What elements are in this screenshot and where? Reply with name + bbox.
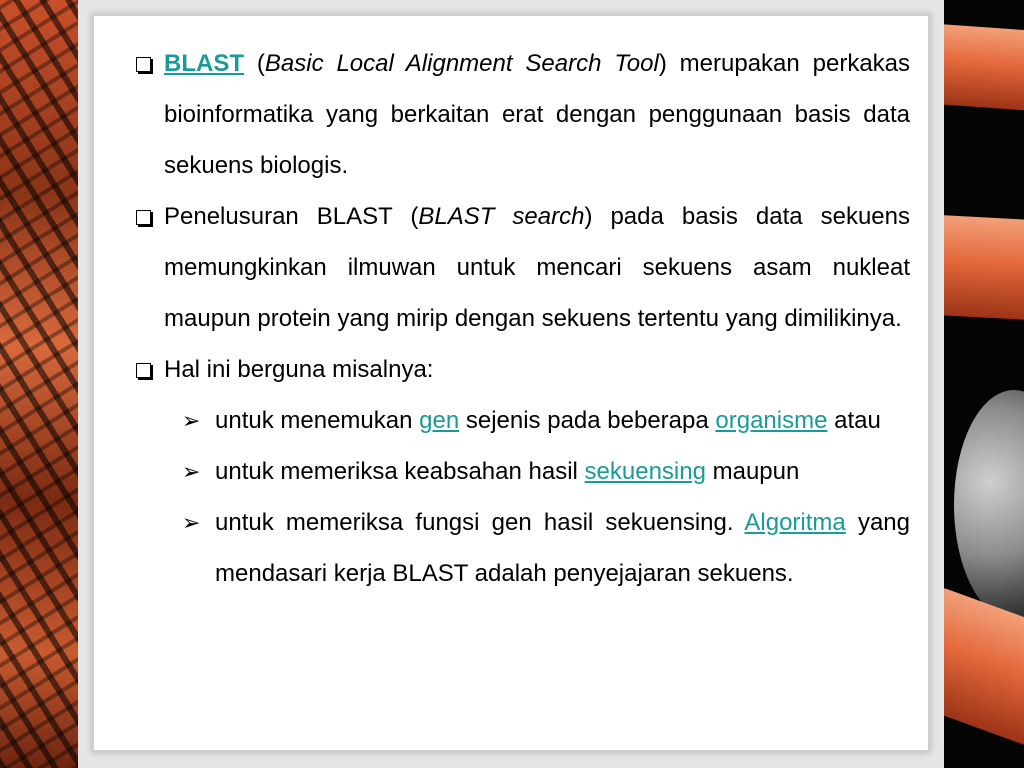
bullet-item: [120, 38, 910, 191]
arrow-right-icon: ➢: [182, 510, 201, 535]
bullet-item: [120, 446, 910, 497]
italic-text: BLAST search: [418, 203, 585, 230]
text: maupun: [705, 458, 800, 485]
text: Hal ini berguna misalnya:: [164, 356, 434, 383]
text: atau: [827, 407, 881, 434]
bullet-item: [120, 191, 910, 344]
slide-panel: [78, 0, 944, 768]
slide-content: [120, 38, 910, 599]
text: ) pada basis data sekuens memungkinkan ilmuwan untuk mencari sekuens asam nukleat maupun protein yang mirip dengan sekuens tertentu yang dimilikinya.: [164, 203, 910, 332]
arrow-right-icon: ➢: [182, 459, 201, 484]
arrow-right-icon: ➢: [182, 408, 201, 433]
bullet-item: [120, 344, 910, 395]
background-left-decoration: [0, 0, 78, 768]
background-right-decoration: [944, 0, 1024, 768]
checkbox-square-icon: [136, 363, 151, 378]
text: sejenis pada beberapa: [459, 407, 716, 434]
bullet-item: [120, 497, 910, 599]
checkbox-square-icon: [136, 57, 151, 72]
hyperlink[interactable]: organisme: [715, 407, 828, 434]
text: untuk memeriksa fungsi gen hasil sekuensing.: [215, 509, 745, 536]
text: yang mendasari kerja BLAST adalah penyejajaran sekuens.: [215, 509, 910, 587]
bullet-item: [120, 395, 910, 446]
hyperlink[interactable]: sekuensing: [584, 458, 706, 485]
hyperlink[interactable]: gen: [419, 407, 460, 434]
hyperlink[interactable]: BLAST: [164, 50, 244, 77]
slide-card: [94, 16, 928, 750]
italic-text: Basic Local Alignment Search Tool: [264, 50, 659, 77]
hyperlink[interactable]: Algoritma: [744, 509, 846, 536]
text: untuk memeriksa keabsahan hasil: [215, 458, 585, 485]
text: Penelusuran BLAST (: [164, 203, 419, 230]
checkbox-square-icon: [136, 210, 151, 225]
text: ) merupakan perkakas bioinformatika yang berkaitan erat dengan penggunaan basis data sekuens biologis.: [164, 50, 911, 179]
text: untuk menemukan: [215, 407, 420, 434]
text: (: [244, 50, 265, 77]
